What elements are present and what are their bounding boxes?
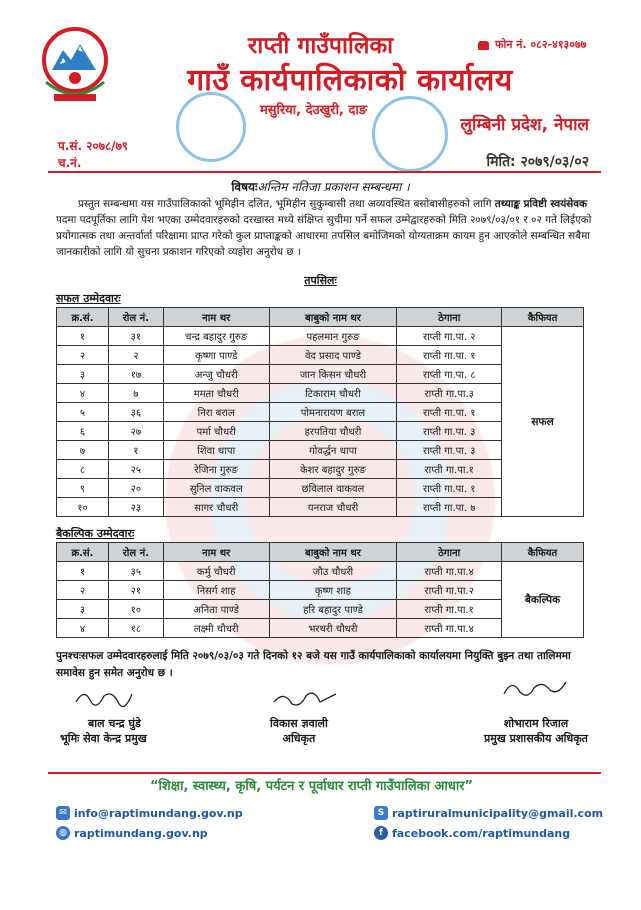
cell-roll: ३६ [108,403,163,422]
subject-text: अन्तिम नतिजा प्रकाशन सम्बन्धमा । [257,180,410,194]
cell-father-name: कृष्ण शाह [269,581,397,600]
cell-name: शिवा थापा [163,441,269,460]
signatory-title: प्रमुख प्रशासकीय अधिकृत [484,732,588,745]
cell-serial: ३ [57,365,109,384]
cell-name: निरा बराल [163,403,269,422]
facebook-text: facebook.com/raptimundang [392,826,571,840]
office-stamp-icon [176,92,246,162]
cell-father-name: जान किसन चौधरी [269,365,397,384]
paragraph-part1: प्रस्तुत सम्बन्धमा यस गाउँपालिकाको भूमिहीन दलित, भूमिहीन सुकुम्बासी तथा अव्यवस्थित बसोबासीहरुको लागि [78,198,495,210]
letter-subject [0,178,641,195]
cell-roll: २५ [108,460,163,479]
municipality-name: राप्ती गाउँपालिका [247,33,394,59]
phone-icon [478,41,489,50]
signatory-title: अधिकृत [282,732,316,745]
cell-roll: २३ [108,498,163,517]
website-text: raptimundang.gov.np [74,826,208,840]
subject-label: विषयः [231,180,258,194]
details-heading: तपसिलः [304,274,337,287]
cell-remark: सफल [502,327,584,517]
col-address: ठेगाना [397,308,502,327]
alternate-label: बैकल्पिक उम्मेदवारः [56,527,135,540]
cell-father-name: टिकाराम चौधरी [269,384,397,403]
col-name: नाम थर [163,308,269,327]
signature-block [484,716,588,746]
cell-address: राप्ती गा.पा.१ [397,600,502,619]
cell-serial: २ [57,581,109,600]
col-remark: कैफियत [502,308,584,327]
signatory-name: बाल चन्द्र घुंडे [88,717,141,730]
signatory-name: शोभाराम रिजाल [503,717,569,730]
cell-father-name: भरथरी चौधरी [269,619,397,638]
cell-serial: १ [57,562,109,581]
cell-roll: १७ [108,365,163,384]
phone-number [478,37,586,52]
paragraph-part2: पदमा पदपूर्तिका लागि पेश भएका उम्मेदवारहरुको दरखास्त मध्ये संक्षिप्त सुचीमा पर्ने सफल उम्मेद्वारहरुको मिति २०७९/०३/०१ र ०२ गते लिईएको प्रयोगात्मक तथा अन्तर्वार्ता परिक्षामा प्राप्त गरेको कुल प्राप्ताङ्कको आधारमा तपसिल बमोजिमको योग्यताक्रम कायम हुन आएकोले सम्बन्धित सबैमा जानकारीको लागि यो सुचना प्रकाशन गरिएको व्यहोरा अनुरोध छ । [56,214,592,258]
alternate-candidates-table [56,542,584,638]
signatory-title: भूमिः सेवा केन्द्र प्रमुख [60,732,147,745]
cell-serial: ८ [57,460,109,479]
cell-name: अनिता पाण्डे [163,600,269,619]
footer-divider [48,772,601,774]
paragraph-post-name: तथ्याङ्क प्रविष्टी स्वयंसेवक [494,198,588,210]
cell-roll: २ [108,346,163,365]
cell-address: राप्ती गा.पा. १ [397,403,502,422]
signature-block [60,716,147,746]
signature-icon [270,688,340,710]
cell-address: राप्ती गा.पा. १ [397,479,502,498]
website-link[interactable] [56,826,208,840]
cell-roll: १ [108,441,163,460]
cell-serial: ३ [57,600,109,619]
table-header-row [57,308,584,327]
email-link[interactable] [56,806,243,820]
cell-father-name: यनराज चौधरी [269,498,397,517]
cell-name: अन्जु चौधरी [163,365,269,384]
cell-name: सुनिल वाकवल [163,479,269,498]
col-serial: क्र.सं. [57,308,109,327]
facebook-icon: f [374,826,388,840]
cell-serial: २ [57,346,109,365]
cell-address: राप्ती गा.पा. ३ [397,441,502,460]
col-father-name: बाबुको नाम थर [269,543,397,562]
cell-serial: ४ [57,619,109,638]
cell-father-name: केशर बहादुर गुरुङ [269,460,397,479]
skype-text: raptiruralmunicipality@gmail.com [392,806,604,820]
footer-slogan: “शिक्षा, स्वास्थ्य, कृषि, पर्यटन र पूर्वाधार राप्ती गाउँपालिका आधार” [150,779,474,794]
cell-father-name: जौउ चौधरी [269,562,397,581]
cell-serial: १० [57,498,109,517]
cell-address: राप्ती गा.पा.३ [397,384,502,403]
cell-address: राप्ती गा.पा.१ [397,460,502,479]
cell-father-name: वेद प्रसाद पाण्डे [269,346,397,365]
signature-icon [74,686,134,708]
cell-roll: १० [108,600,163,619]
signatory-name: विकास ज्ञवाली [270,717,328,730]
email-icon: ✉ [56,806,70,820]
postscript-note: पुनश्चःसफल उम्मेदवारहरुलाई मिति २०७९/०३/०३ गते दिनको १२ बजे यस गाउँ कार्यपालिकाको कार्यालयमा नियुक्ति बुझ्न तथा तालिममा समावेस हुन समेत अनुरोध छ । [56,650,571,679]
col-serial: क्र.सं. [57,543,109,562]
dispatch-number: च.नं. [58,156,82,170]
cell-name: निसर्ग शाह [163,581,269,600]
cell-roll: २१ [108,581,163,600]
col-name: नाम थर [163,543,269,562]
cell-address: राप्ती गा.पा. ७ [397,498,502,517]
skype-icon: S [374,806,388,820]
cell-address: राप्ती गा.पा. ३ [397,422,502,441]
letter-date: मिति: २०७९/०३/०२ [486,154,589,170]
cell-father-name: हरपतिया चौधरी [269,422,397,441]
header-divider [48,171,601,173]
cell-address: राप्ती गा.पा.४ [397,562,502,581]
province-name: लुम्बिनी प्रदेश, नेपाल [460,115,589,135]
cell-name: पर्मा चौधरी [163,422,269,441]
cell-roll: ३१ [108,327,163,346]
cell-roll: २० [108,479,163,498]
notice-paragraph [56,196,596,260]
signature-block [270,716,328,746]
facebook-link[interactable] [374,826,570,840]
col-roll: रोल नं. [108,543,163,562]
table-header-row [57,543,584,562]
cell-serial: ४ [57,384,109,403]
successful-candidates-table [56,307,584,517]
cell-name: कृष्णा पाण्डे [163,346,269,365]
signature-icon [500,678,570,700]
cell-father-name: पहलमान गुरुङ [269,327,397,346]
cell-roll: १८ [108,619,163,638]
reference-number: प.सं. २०७८/७९ [58,139,129,153]
cell-serial: १ [57,327,109,346]
cell-serial: ७ [57,441,109,460]
table-row [57,562,584,581]
cell-address: राप्ती गा.पा. १ [397,346,502,365]
cell-name: चन्द्र बहादुर गुरुङ [163,327,269,346]
col-remark: कैफियत [502,543,584,562]
office-name: गाउँ कार्यपालिकाको कार्यालय [187,63,513,98]
cell-name: सागर चौधरी [163,498,269,517]
cell-roll: ७ [108,384,163,403]
cell-address: राप्ती गा.पा. ८ [397,365,502,384]
col-father-name: बाबुको नाम थर [269,308,397,327]
cell-serial: ९ [57,479,109,498]
cell-remark: बैकल्पिक [502,562,584,638]
cell-father-name: पोमनारायण बराल [269,403,397,422]
table-row [57,327,584,346]
cell-serial: ५ [57,403,109,422]
reference-block [58,138,128,172]
email-text: info@raptimundang.gov.np [74,806,243,820]
cell-father-name: हरि बहादुर पाण्डे [269,600,397,619]
office-stamp-icon [372,96,448,172]
cell-serial: ६ [57,422,109,441]
cell-roll: ३५ [108,562,163,581]
cell-name: लक्ष्मी चौधरी [163,619,269,638]
cell-roll: २७ [108,422,163,441]
cell-name: कर्मु चौधरी [163,562,269,581]
cell-address: राप्ती गा.पा.४ [397,619,502,638]
col-roll: रोल नं. [108,308,163,327]
office-location: मसुरिया, देउखुरी, दाङ [260,103,367,118]
cell-address: राप्ती गा.पा.२ [397,581,502,600]
cell-address: राप्ती गा.पा. २ [397,327,502,346]
cell-father-name: छविलाल वाकवल [269,479,397,498]
col-address: ठेगाना [397,543,502,562]
skype-link[interactable] [374,806,603,820]
cell-name: ममता चौधरी [163,384,269,403]
cell-name: रेजिना गुरुङ [163,460,269,479]
phone-text: फोन नं. ०८२-४१३०७७ [495,38,587,51]
successful-label: सफल उम्मेदवारः [56,292,121,305]
globe-icon: ◍ [56,826,70,840]
cell-father-name: गोवर्द्धन थापा [269,441,397,460]
